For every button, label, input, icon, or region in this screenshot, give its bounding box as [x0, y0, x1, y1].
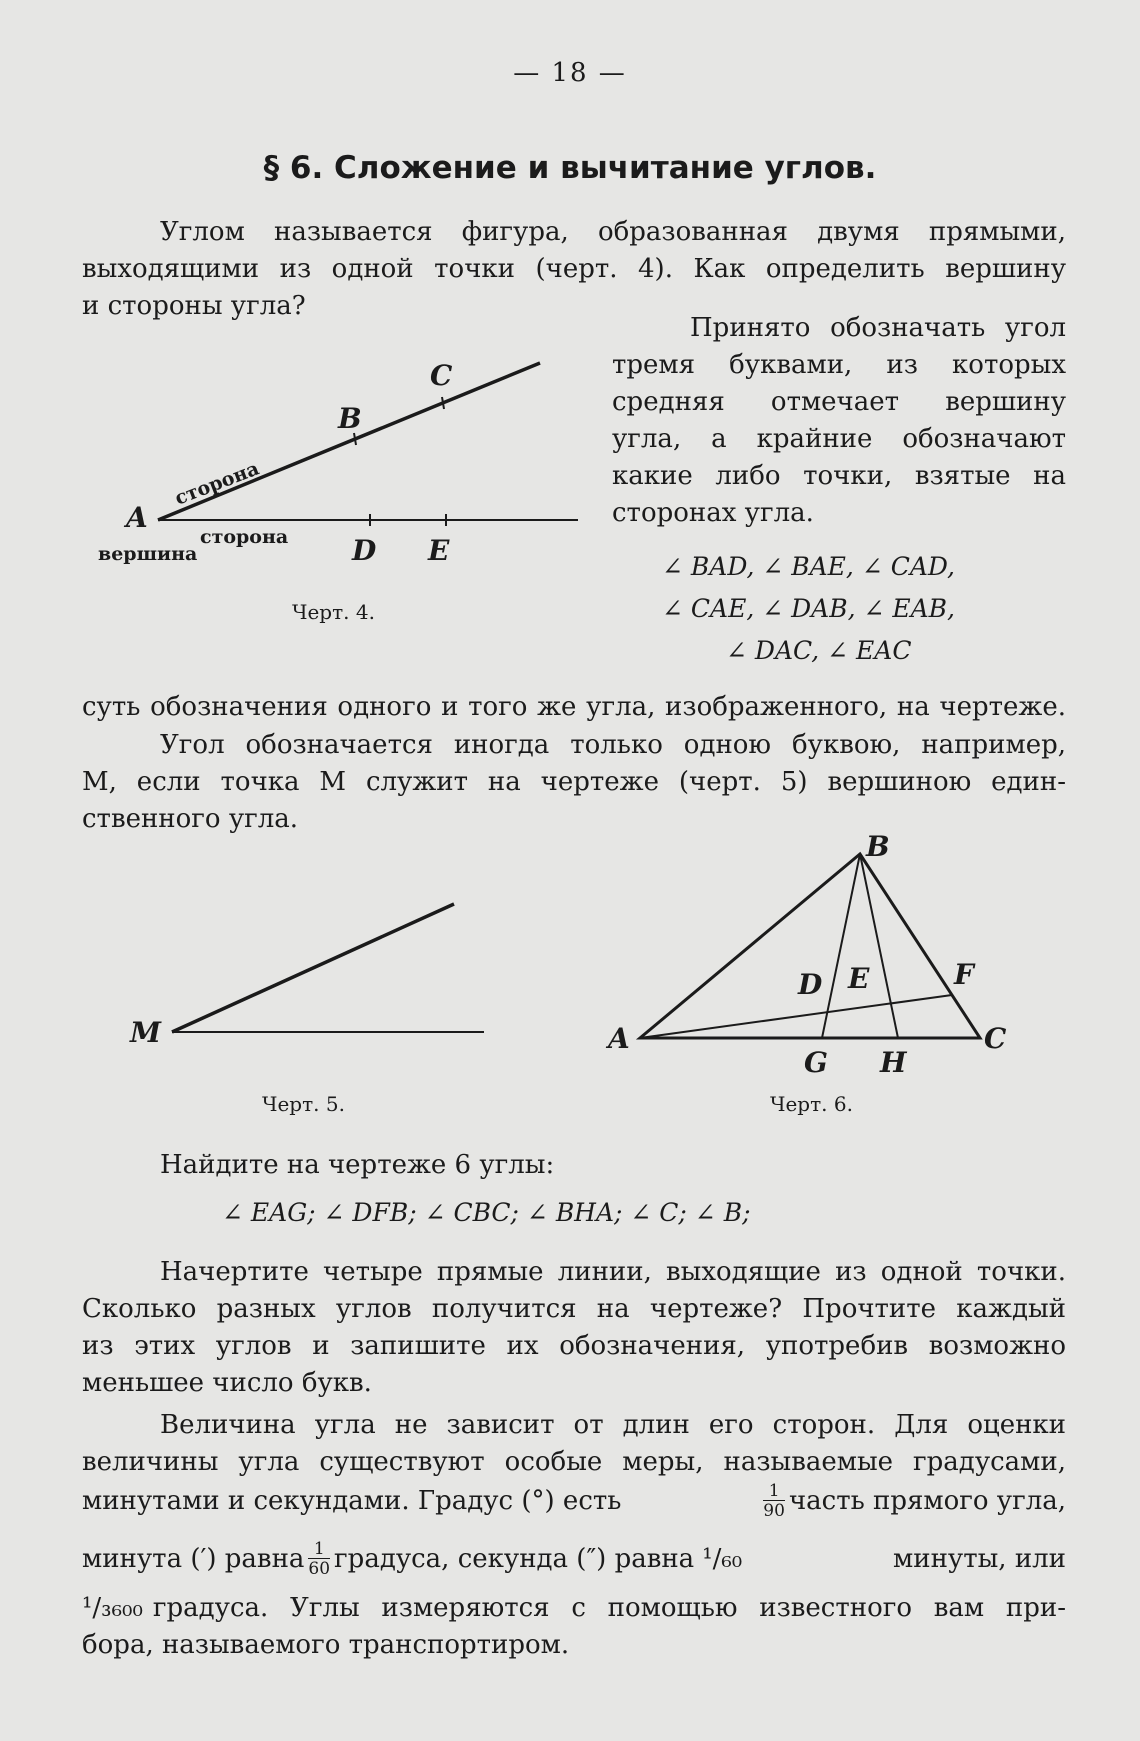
- fig6-label-d: D: [798, 968, 823, 1001]
- para1-line1: Углом называется фигура, образованная двумя прямыми,: [160, 217, 1066, 247]
- para4-line3: из этих углов и запишите их обозначения, употребив возможно: [82, 1331, 1066, 1361]
- para5-line3-end-group: [759, 1482, 1066, 1520]
- fraction-1-90-den: 90: [763, 1501, 785, 1521]
- figure-5: [120, 880, 500, 1060]
- para5-line3: [82, 1482, 1066, 1520]
- fig6-label-f: F: [954, 958, 974, 991]
- fig5-upper-line: [172, 904, 454, 1032]
- para5-line6: бора, называемого транспортиром.: [82, 1630, 570, 1660]
- para5-line4: [82, 1540, 1066, 1578]
- fig6-label-b: B: [866, 830, 890, 863]
- fig4-upper-side-line: [158, 363, 540, 520]
- para5-line3-start: минутами и секундами. Градус (°) есть: [82, 1485, 622, 1516]
- task-intro: Найдите на чертеже 6 углы:: [160, 1150, 555, 1180]
- para5-line4-group: [82, 1540, 742, 1578]
- para5-line5-text: градуса. Углы измеряются с помощью известного вам при-: [152, 1593, 1066, 1623]
- fig4-label-side-lower: сторона: [200, 526, 289, 548]
- section-title: § 6. Сложение и вычитание углов.: [263, 150, 877, 186]
- angle-list-line3: ∠ DAC, ∠ EAC: [726, 636, 912, 665]
- angle-list-line1: ∠ BAD, ∠ BAE, ∠ CAD,: [662, 552, 956, 581]
- fig6-label-a: A: [608, 1022, 630, 1055]
- fig6-label-c: C: [984, 1022, 1007, 1055]
- fig5-caption: Черт. 5.: [262, 1092, 345, 1116]
- para2-line6: сторонах угла.: [612, 498, 814, 528]
- para3-line2: M, если точка M служит на чертеже (черт. 5) вершиною един-: [82, 767, 1066, 797]
- para5-line4-mid: градуса, секунда (″) равна: [334, 1543, 695, 1574]
- fig4-label-c: C: [430, 359, 453, 392]
- task-angles: ∠ EAG; ∠ DFB; ∠ CBC; ∠ BHA; ∠ C; ∠ B;: [222, 1198, 751, 1227]
- para3-line1: Угол обозначается иногда только одною буквою, например,: [160, 730, 1066, 760]
- para1-line3: и стороны угла?: [82, 291, 306, 321]
- fig6-label-h: H: [880, 1046, 907, 1079]
- fig5-label-m: M: [130, 1016, 161, 1049]
- page-number: — 18 —: [513, 58, 627, 88]
- para5-line3-end: часть прямого угла,: [788, 1485, 1066, 1516]
- fig4-tick-c: [442, 397, 444, 409]
- para2-line3: средняя отмечает вершину: [612, 387, 1066, 417]
- para2-end: суть обозначения одного и того же угла, изображенного, на чертеже.: [82, 692, 1066, 722]
- fig4-label-side-upper: сторона: [171, 457, 263, 510]
- fig4-label-a: A: [126, 501, 148, 534]
- figure-6: [590, 820, 1020, 1080]
- para5-line2: величины угла существуют особые меры, называемые градусами,: [82, 1447, 1066, 1477]
- inline-fraction-1-60: ¹/₆₀: [702, 1543, 743, 1574]
- para4-line4: меньшее число букв.: [82, 1368, 372, 1398]
- fraction-1-90: [763, 1482, 785, 1520]
- fig6-label-e: E: [848, 962, 870, 995]
- figure-4: [80, 345, 600, 575]
- para5-line5: [82, 1590, 1066, 1627]
- fig4-label-vertex: вершина: [98, 543, 198, 565]
- para3-line3: ственного угла.: [82, 804, 299, 834]
- fig4-label-b: B: [338, 402, 362, 435]
- fig6-line-af: [640, 995, 952, 1038]
- fig6-triangle-abc: [640, 854, 980, 1038]
- inline-fraction-1-3600: ¹/₃₆₀₀: [82, 1593, 143, 1623]
- angle-list-line2: ∠ CAE, ∠ DAB, ∠ EAB,: [662, 594, 955, 623]
- fig4-label-e: E: [428, 534, 450, 567]
- fraction-1-60: [308, 1540, 330, 1578]
- para5-line4-end: минуты, или: [893, 1543, 1066, 1574]
- fig4-caption: Черт. 4.: [292, 600, 375, 624]
- para2-line4: угла, а крайние обозначают: [612, 424, 1066, 454]
- fig6-caption: Черт. 6.: [770, 1092, 853, 1116]
- para1-line2: выходящими из одной точки (черт. 4). Как определить вершину: [82, 254, 1066, 284]
- para5-line1: Величина угла не зависит от длин его сторон. Для оценки: [160, 1410, 1066, 1440]
- para4-line2: Сколько разных углов получится на чертеже? Прочтите каждый: [82, 1294, 1066, 1324]
- para4-line1: Начертите четыре прямые линии, выходящие из одной точки.: [160, 1257, 1066, 1287]
- para5-line4-start: минута (′) равна: [82, 1543, 305, 1574]
- fraction-1-90-num: 1: [768, 1481, 780, 1501]
- fraction-1-60-num: 1: [313, 1539, 325, 1559]
- para2-line1: Принято обозначать угол: [690, 313, 1066, 343]
- fig6-label-g: G: [804, 1046, 828, 1079]
- fraction-1-60-den: 60: [308, 1559, 331, 1579]
- para2-line5: какие либо точки, взятые на: [612, 461, 1066, 491]
- fig4-label-d: D: [352, 534, 377, 567]
- para2-line2: тремя буквами, из которых: [612, 350, 1066, 380]
